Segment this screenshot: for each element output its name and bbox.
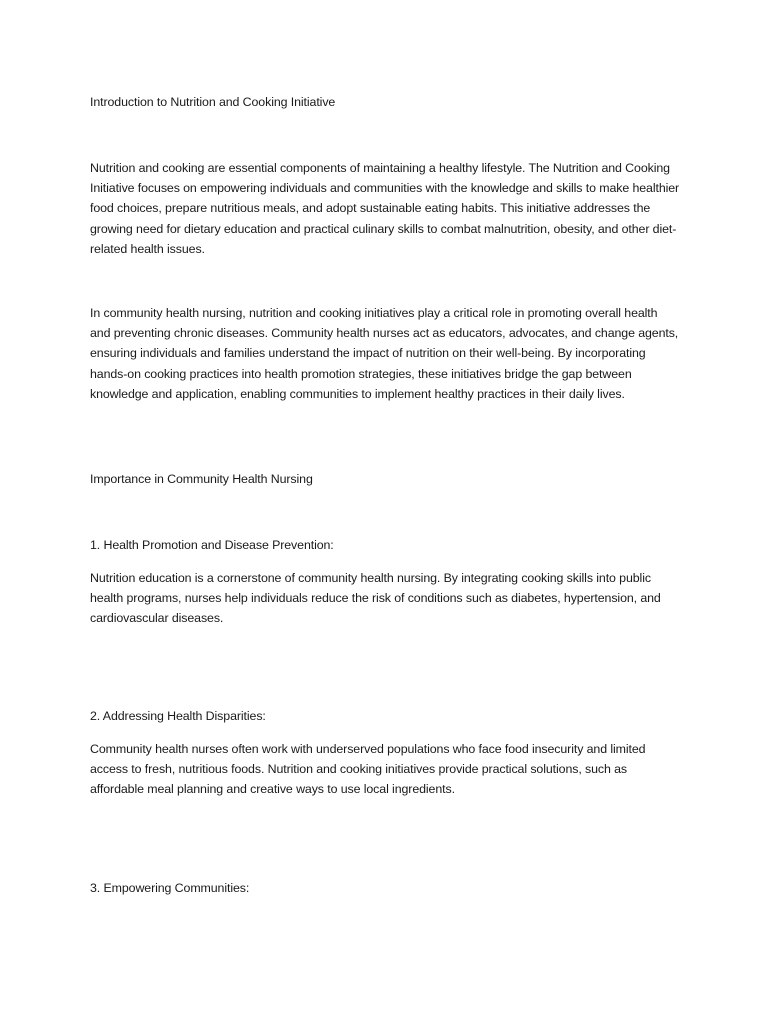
point-1-body: Nutrition education is a cornerstone of community health nursing. By integrating cooking skills into public health programs, nurses help individuals reduce the risk of conditions such as diabetes, hypertension, and cardiovascular diseases.: [90, 571, 661, 626]
point-2-heading: 2. Addressing Health Disparities:: [90, 709, 266, 723]
section-heading: Importance in Community Health Nursing: [90, 472, 313, 486]
point-2-body: Community health nurses often work with underserved populations who face food insecurity and limited access to fresh, nutritious foods. Nutrition and cooking initiatives provide practical solutions, such as affordable meal planning and creative ways to use local ingredients.: [90, 742, 646, 797]
document-title: Introduction to Nutrition and Cooking Initiative: [90, 95, 336, 109]
intro-paragraph-1: Nutrition and cooking are essential components of maintaining a healthy lifestyle. The Nutrition and Cooking Initiative focuses on empowering individuals and communities with the knowledge and skills to make healthier food choices, prepare nutritious meals, and adopt sustainable eating habits. This initiative addresses the growing need for dietary education and practical culinary skills to combat malnutrition, obesity, and other diet-related health issues.: [90, 161, 680, 256]
point-3-heading: 3. Empowering Communities:: [90, 881, 250, 895]
point-1-heading: 1. Health Promotion and Disease Prevention:: [90, 538, 334, 552]
intro-paragraph-2: In community health nursing, nutrition and cooking initiatives play a critical role in promoting overall health and preventing chronic diseases. Community health nurses act as educators, advocates, and change agents, ensuring individuals and families understand the impact of nutrition on their well-being. By incorporating hands-on cooking practices into health promotion strategies, these initiatives bridge the gap between knowledge and application, enabling communities to implement healthy practices in their daily lives.: [90, 306, 679, 401]
